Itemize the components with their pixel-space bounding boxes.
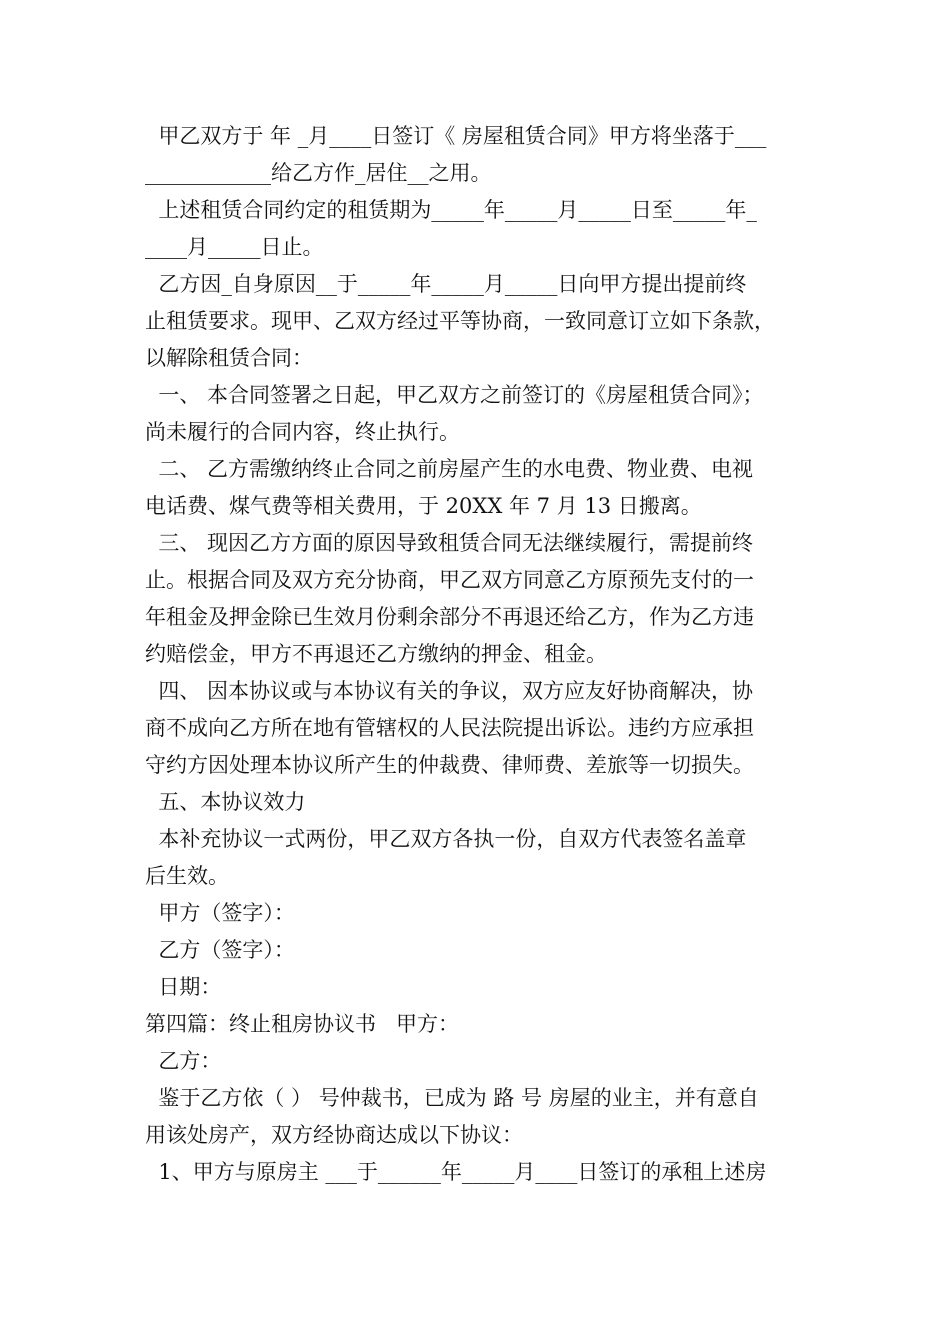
section-heading: 第四篇：终止租房协议书 甲方： [145,1012,460,1036]
document-body [145,118,810,1191]
text-line-8: 一、 本合同签署之日起，甲乙双方之前签订的《房屋租赁合同》； [145,383,764,407]
text-line-28: 用该处房产，双方经协商达成以下协议： [145,1123,523,1147]
text-line-12: 三、 现因乙方方面的原因导致租赁合同无法继续履行，需提前终 [145,531,754,555]
text-line-16: 四、 因本协议或与本协议有关的争议，双方应友好协商解决，协 [145,679,754,703]
text-line-20: 本补充协议一式两份，甲乙双方各执一份，自双方代表签名盖章 [145,827,747,851]
text-line-19: 五、本协议效力 [145,790,306,814]
signature-date: 日期： [145,975,222,999]
text-line-18: 守约方因处理本协议所产生的仲裁费、律师费、差旅等一切损失。 [145,753,754,777]
text-line-21: 后生效。 [145,864,229,888]
text-line-7: 以解除租赁合同： [145,346,313,370]
text-line-9: 尚未履行的合同内容，终止执行。 [145,420,460,444]
text-line-10: 二、 乙方需缴纳终止合同之前房屋产生的水电费、物业费、电视 [145,457,754,481]
text-line-13: 止。根据合同及双方充分协商，甲乙双方同意乙方原预先支付的一 [145,568,754,592]
text-line-2: ____________给乙方作_居住__之用。 [145,161,492,185]
text-line-26: 乙方： [145,1049,222,1073]
text-line-27: 鉴于乙方依（ ） 号仲裁书，已成为 路 号 房屋的业主，并有意自 [145,1086,759,1110]
text-line-6: 止租赁要求。现甲、乙双方经过平等协商，一致同意订立如下条款， [145,309,775,333]
text-line-3: 上述租赁合同约定的租赁期为_____年_____月_____日至_____年_ [145,198,757,222]
signature-party-a: 甲方（签字）： [145,901,295,925]
text-line-11: 电话费、煤气费等相关费用，于 20XX 年 7 月 13 日搬离。 [145,494,702,518]
text-line-5: 乙方因_自身原因__于_____年_____月_____日向甲方提出提前终 [145,272,747,296]
signature-party-b: 乙方（签字）： [145,938,295,962]
text-line-1: 甲乙双方于 年 _月____日签订《 房屋租赁合同》甲方将坐落于___ [145,124,767,148]
text-line-29: 1、甲方与原房主 ___于______年_____月____日签订的承租上述房 [145,1160,767,1184]
text-line-14: 年租金及押金除已生效月份剩余部分不再退还给乙方，作为乙方违 [145,605,754,629]
text-line-15: 约赔偿金，甲方不再退还乙方缴纳的押金、租金。 [145,642,607,666]
text-line-17: 商不成向乙方所在地有管辖权的人民法院提出诉讼。违约方应承担 [145,716,754,740]
text-line-4: ____月_____日止。 [145,235,324,259]
